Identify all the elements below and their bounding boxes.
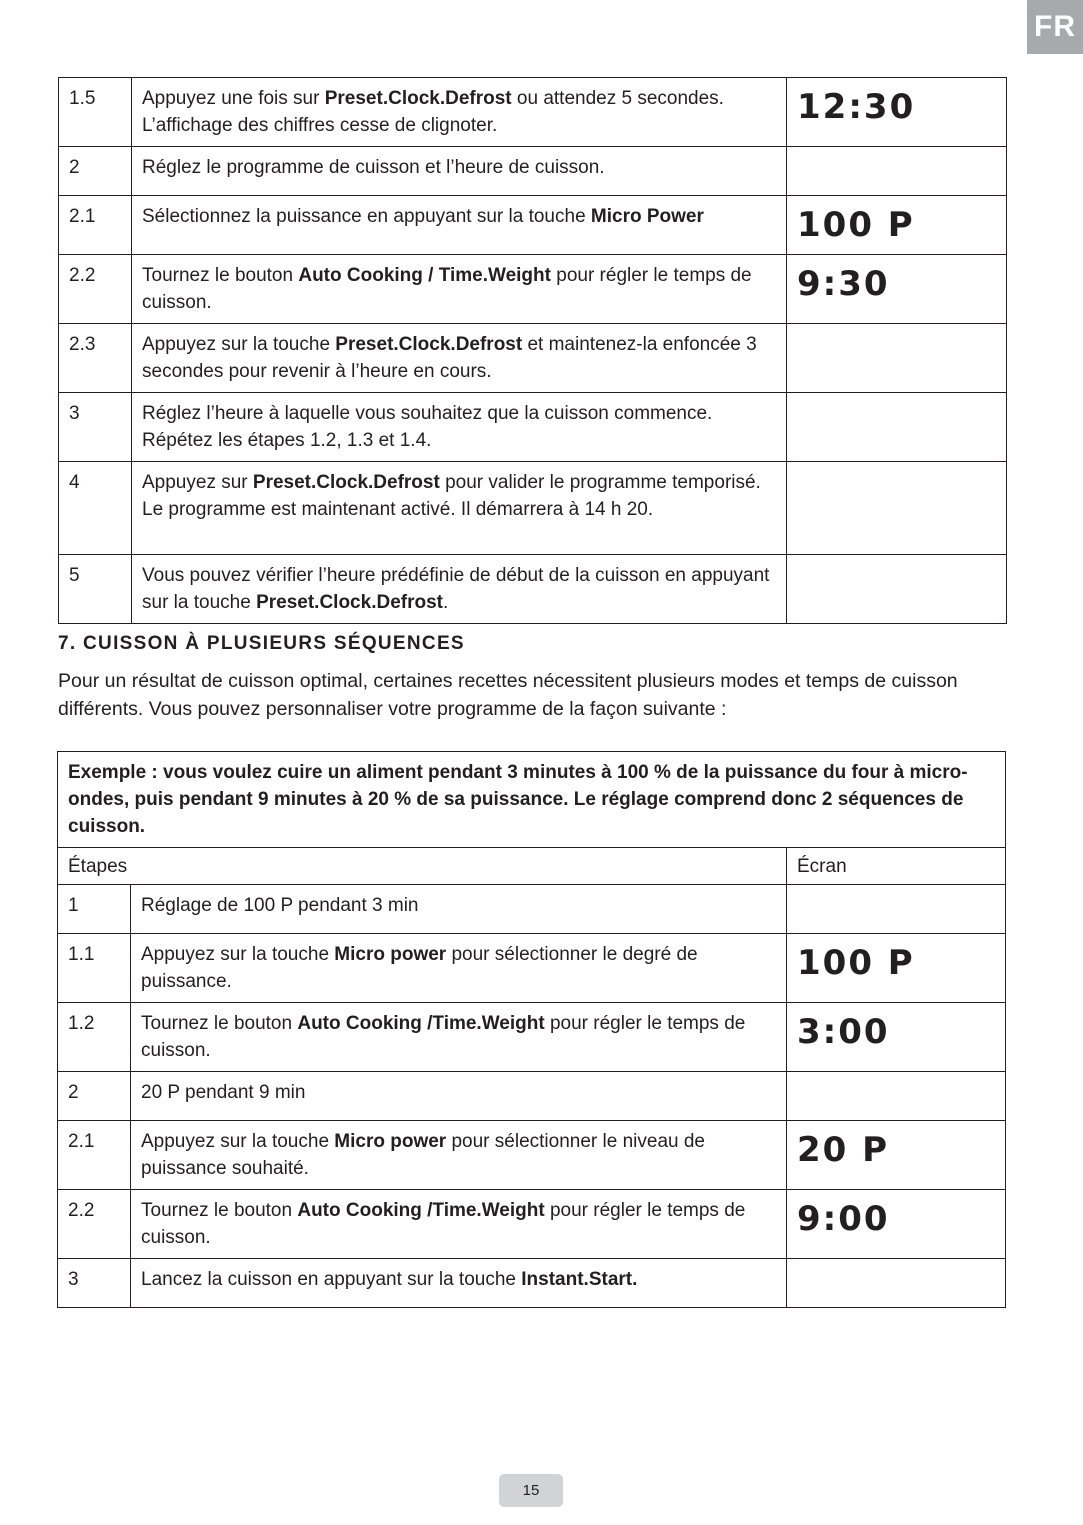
step-number: 2	[58, 1072, 131, 1121]
step-number: 2.2	[59, 255, 132, 324]
example-text: Exemple : vous voulez cuire un aliment pendant 3 minutes à 100 % de la puissance du four à micro-ondes, puis pendant 9 minutes à 20 % de sa puissance. Le réglage comprend donc 2 séquences de cuisson.	[58, 752, 1006, 848]
step-text: Réglez le programme de cuisson et l’heure de cuisson.	[132, 147, 787, 196]
display-screen	[787, 1259, 1006, 1308]
table-row	[58, 1072, 1006, 1121]
step-text: Tournez le bouton Auto Cooking /Time.Weight pour régler le temps de cuisson.	[131, 1190, 787, 1259]
step-number: 1.2	[58, 1003, 131, 1072]
table-row	[59, 78, 1007, 147]
step-text: Appuyez sur Preset.Clock.Defrost pour valider le programme temporisé. Le programme est maintenant activé. Il démarrera à 14 h 20.	[132, 462, 787, 555]
step-text: Appuyez sur la touche Micro power pour sélectionner le niveau de puissance souhaité.	[131, 1121, 787, 1190]
step-text: Réglez l’heure à laquelle vous souhaitez que la cuisson commence. Répétez les étapes 1.2, 1.3 et 1.4.	[132, 393, 787, 462]
step-text: 20 P pendant 9 min	[131, 1072, 787, 1121]
display-screen	[787, 934, 1006, 1003]
step-number: 1.1	[58, 934, 131, 1003]
step-text: Appuyez une fois sur Preset.Clock.Defrost ou attendez 5 secondes. L’affichage des chiffres cesse de clignoter.	[132, 78, 787, 147]
section-title: 7. CUISSON À PLUSIEURS SÉQUENCES	[58, 633, 465, 654]
step-number: 4	[59, 462, 132, 555]
display-screen	[787, 1190, 1006, 1259]
header-row	[58, 848, 1006, 885]
table-row	[59, 393, 1007, 462]
table-row	[58, 1190, 1006, 1259]
table-row	[59, 324, 1007, 393]
step-text: Vous pouvez vérifier l’heure prédéfinie de début de la cuisson en appuyant sur la touche Preset.Clock.Defrost.	[132, 555, 787, 624]
header-screen: Écran	[787, 848, 1006, 885]
table-row	[58, 1121, 1006, 1190]
table-row	[58, 1259, 1006, 1308]
step-text: Tournez le bouton Auto Cooking / Time.Weight pour régler le temps de cuisson.	[132, 255, 787, 324]
display-value: 12:30	[797, 87, 916, 127]
step-text: Lancez la cuisson en appuyant sur la touche Instant.Start.	[131, 1259, 787, 1308]
display-screen	[787, 1003, 1006, 1072]
step-number: 2.1	[58, 1121, 131, 1190]
step-text: Appuyez sur la touche Micro power pour sélectionner le degré de puissance.	[131, 934, 787, 1003]
display-value: 100 P	[797, 943, 915, 983]
display-screen	[787, 255, 1007, 324]
display-screen	[787, 555, 1007, 624]
display-value: 3:00	[797, 1012, 890, 1052]
display-screen	[787, 147, 1007, 196]
display-value: 9:30	[797, 264, 890, 304]
display-value: 20 P	[797, 1130, 890, 1170]
header-steps: Étapes	[58, 848, 787, 885]
steps-table-multi-sequence	[57, 751, 1006, 1308]
page-number: 15	[499, 1474, 563, 1507]
table-row	[58, 885, 1006, 934]
step-number: 2.1	[59, 196, 132, 255]
step-text: Tournez le bouton Auto Cooking /Time.Weight pour régler le temps de cuisson.	[131, 1003, 787, 1072]
example-row	[58, 752, 1006, 848]
step-text: Appuyez sur la touche Preset.Clock.Defrost et maintenez-la enfoncée 3 secondes pour revenir à l’heure en cours.	[132, 324, 787, 393]
display-screen	[787, 78, 1007, 147]
table-row	[59, 196, 1007, 255]
language-tab: FR	[1027, 0, 1083, 54]
display-screen	[787, 196, 1007, 255]
display-screen	[787, 1072, 1006, 1121]
table-row	[58, 934, 1006, 1003]
step-number: 3	[59, 393, 132, 462]
display-screen	[787, 324, 1007, 393]
step-number: 5	[59, 555, 132, 624]
step-number: 2.3	[59, 324, 132, 393]
step-number: 2.2	[58, 1190, 131, 1259]
table-row	[58, 1003, 1006, 1072]
table-row	[59, 147, 1007, 196]
steps-table-timer	[58, 77, 1007, 624]
step-text: Sélectionnez la puissance en appuyant sur la touche Micro Power	[132, 196, 787, 255]
display-value: 9:00	[797, 1199, 890, 1239]
step-number: 2	[59, 147, 132, 196]
table-row	[59, 462, 1007, 555]
section-intro: Pour un résultat de cuisson optimal, certaines recettes nécessitent plusieurs modes et temps de cuisson différents. Vous pouvez personnaliser votre programme de la façon suivante :	[58, 670, 958, 720]
display-screen	[787, 393, 1007, 462]
step-number: 1	[58, 885, 131, 934]
step-number: 3	[58, 1259, 131, 1308]
display-screen	[787, 1121, 1006, 1190]
table-row	[59, 255, 1007, 324]
table-row	[59, 555, 1007, 624]
step-text: Réglage de 100 P pendant 3 min	[131, 885, 787, 934]
display-screen	[787, 885, 1006, 934]
display-value: 100 P	[797, 205, 915, 245]
display-screen	[787, 462, 1007, 555]
step-number: 1.5	[59, 78, 132, 147]
